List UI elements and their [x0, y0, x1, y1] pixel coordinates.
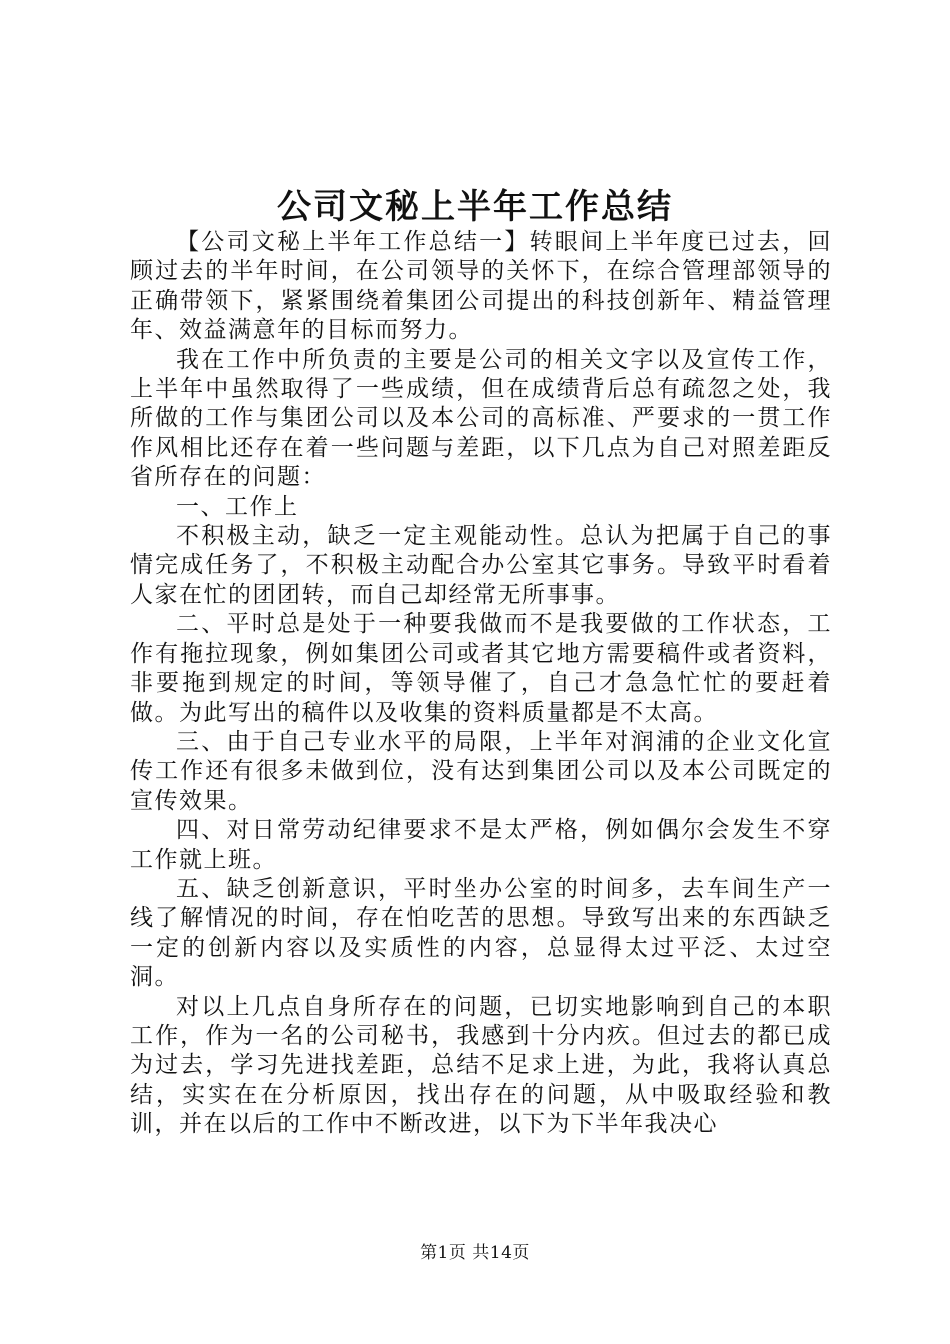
paragraph-point-1: 不积极主动，缺乏一定主观能动性。总认为把属于自己的事情完成任务了，不积极主动配合办公室其它事务。导致平时看着人家在忙的团团转，而自己却经常无所事事。: [130, 523, 832, 608]
page-number-footer: 第1页 共14页: [420, 1243, 530, 1263]
paragraph-point-3: 三、由于自己专业水平的局限，上半年对润浦的企业文化宣传工作还有很多未做到位，没有达到集团公司以及本公司既定的宣传效果。: [130, 728, 832, 814]
document-title: 公司文秘上半年工作总结: [277, 187, 673, 227]
section-heading-work: 一、工作上: [176, 493, 299, 520]
paragraph-intro: 【公司文秘上半年工作总结一】转眼间上半年度已过去，回顾过去的半年时间，在公司领导的关怀下，在综合管理部领导的正确带领下，紧紧围绕着集团公司提出的科技创新年、精益管理年、效益满意年的目标而努力。: [130, 229, 832, 344]
document-body: [130, 228, 832, 1140]
paragraph-responsibilities: 我在工作中所负责的主要是公司的相关文字以及宣传工作，上半年中虽然取得了一些成绩，但在成绩背后总有疏忽之处，我所做的工作与集团公司以及本公司的高标准、严要求的一贯工作作风相比还存在着一些问题与差距，以下几点为自己对照差距反省所存在的问题：: [130, 346, 832, 491]
paragraph-conclusion: 对以上几点自身所存在的问题，已切实地影响到自己的本职工作，作为一名的公司秘书，我感到十分内疚。但过去的都已成为过去，学习先进找差距，总结不足求上进，为此，我将认真总结，实实在在分析原因，找出存在的问题，从中吸取经验和教训，并在以后的工作中不断改进，以下为下半年我决心: [130, 993, 832, 1138]
paragraph-point-4: 四、对日常劳动纪律要求不是太严格，例如偶尔会发生不穿工作就上班。: [130, 817, 832, 873]
paragraph-point-5: 五、缺乏创新意识，平时坐办公室的时间多，去车间生产一线了解情况的时间，存在怕吃苦的思想。导致写出来的东西缺乏一定的创新内容以及实质性的内容，总显得太过平泛、太过空洞。: [130, 875, 832, 991]
paragraph-point-2: 二、平时总是处于一种要我做而不是我要做的工作状态，工作有拖拉现象，例如集团公司或者其它地方需要稿件或者资料，非要拖到规定的时间，等领导催了，自己才急急忙忙的要赶着做。为此写出的稿件以及收集的资料质量都是不太高。: [130, 611, 832, 726]
